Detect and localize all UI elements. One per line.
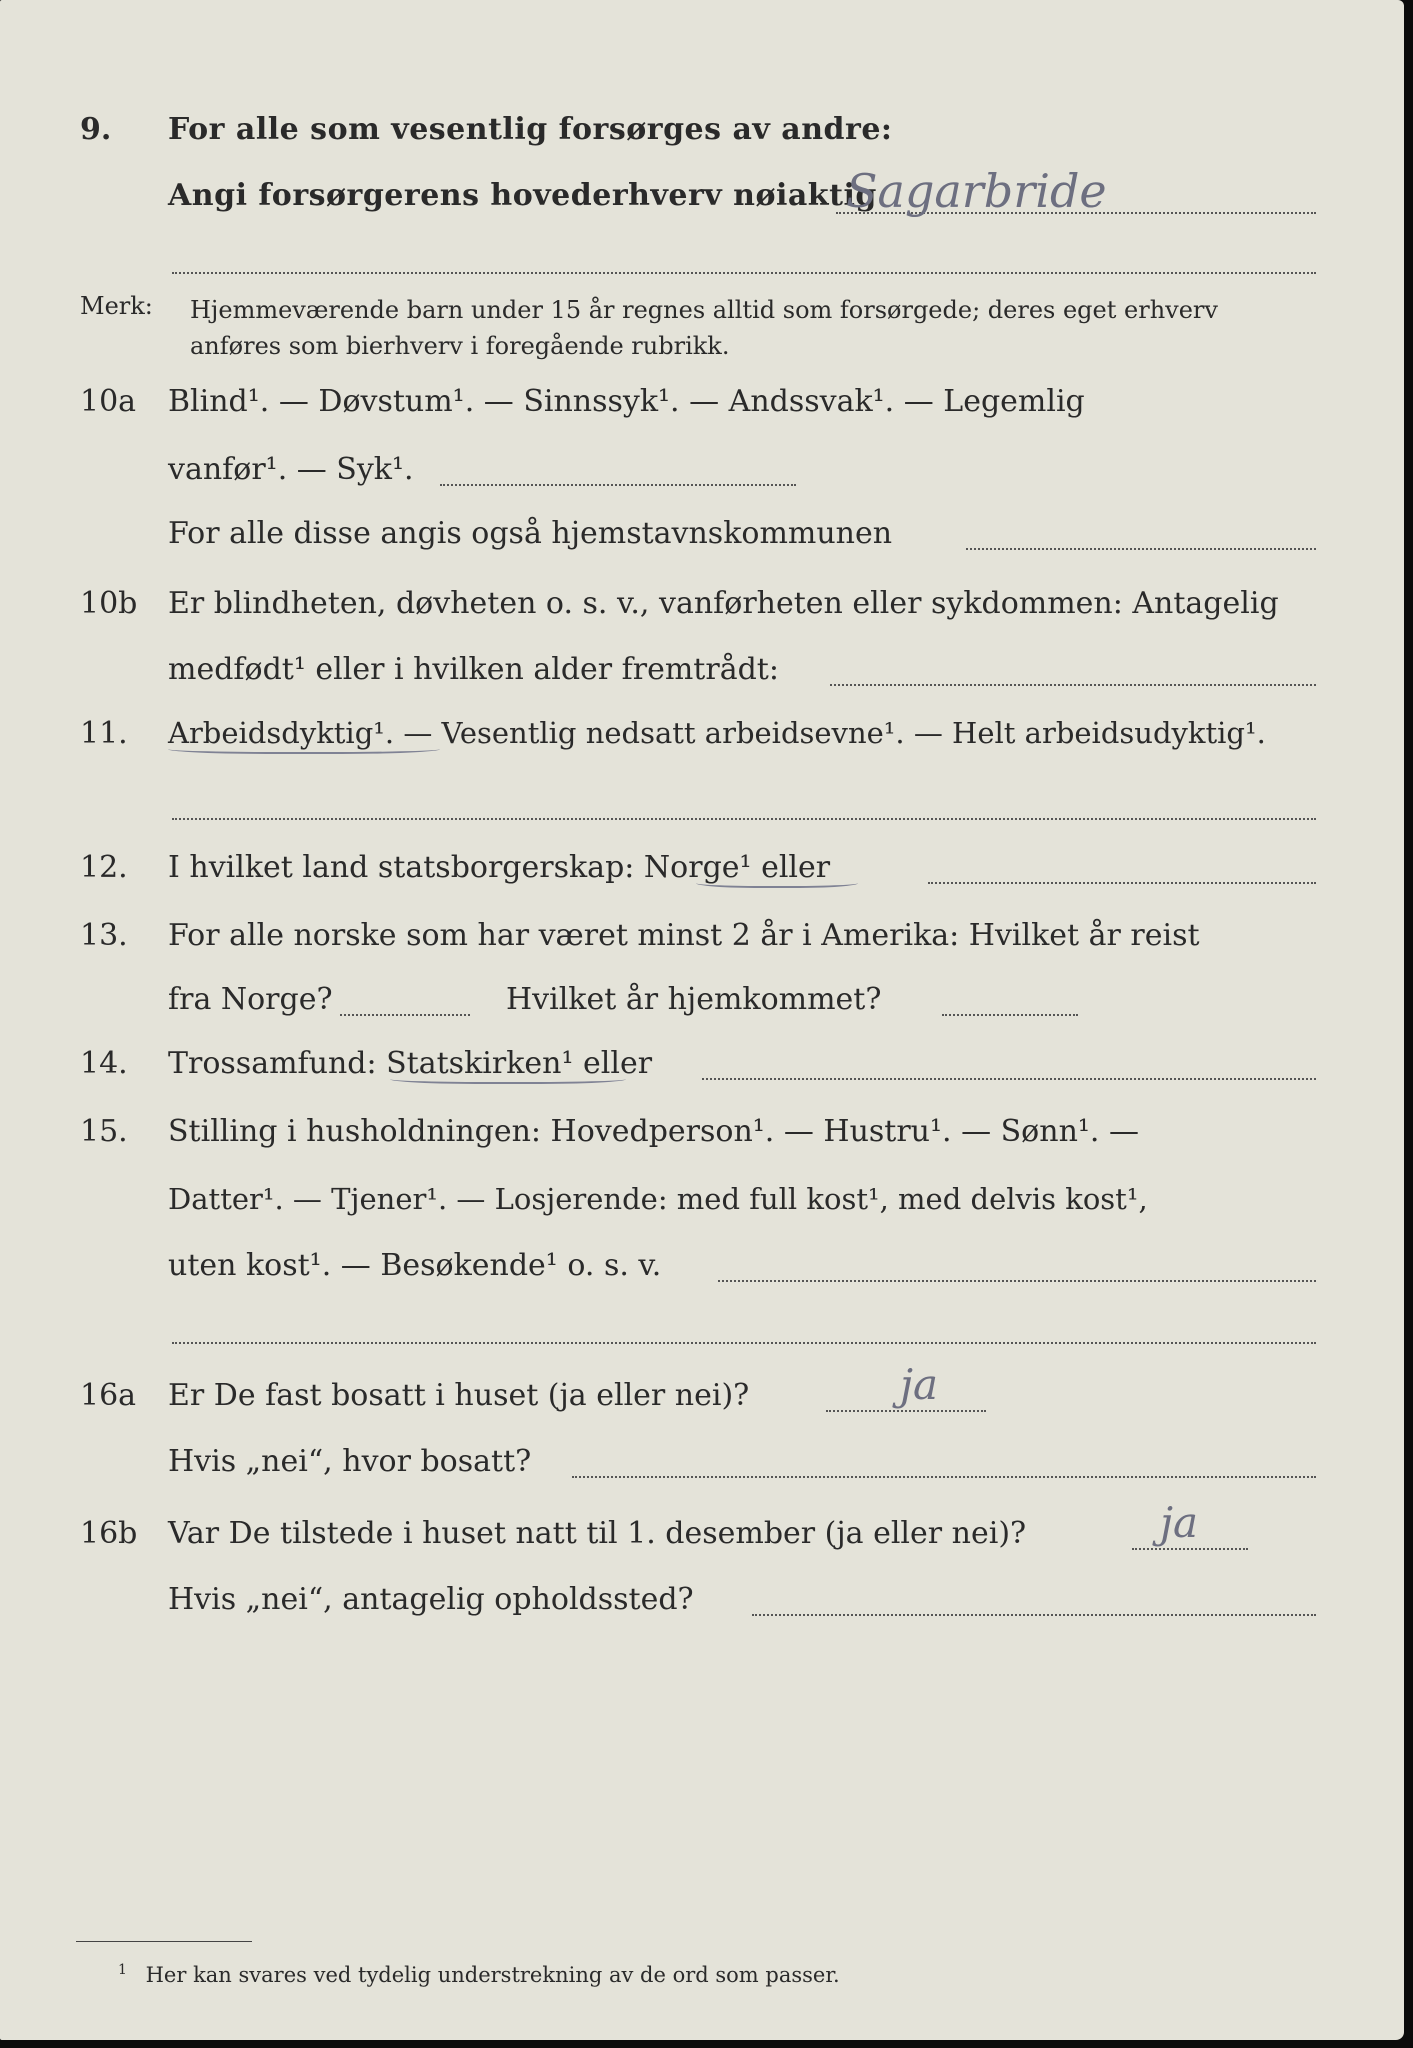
question-10a-line-3 xyxy=(0,516,1404,564)
question-text: Blind¹. — Døvstum¹. — Sinnssyk¹. — Andssvak¹. — Legemlig xyxy=(168,384,1085,419)
question-text: uten kost¹. — Besøkende¹ o. s. v. xyxy=(168,1248,662,1283)
handwritten-answer: ja xyxy=(1160,1498,1199,1547)
question-10a xyxy=(0,384,1404,432)
question-10b-line-2 xyxy=(0,652,1404,700)
question-text: Trossamfund: Statskirken¹ eller xyxy=(168,1046,653,1081)
footnote-rule xyxy=(76,1941,252,1942)
answer-line xyxy=(440,484,796,486)
question-text: Var De tilstede i huset natt til 1. desember (ja eller nei)? xyxy=(168,1516,1027,1551)
answer-line xyxy=(928,882,1316,884)
question-10b xyxy=(0,586,1404,634)
question-number: 11. xyxy=(80,716,128,751)
answer-line xyxy=(1132,1548,1248,1550)
question-text: Er De fast bosatt i huset (ja eller nei)? xyxy=(168,1378,750,1413)
handwritten-answer: Sagarbride xyxy=(846,164,1107,218)
handwritten-answer: ja xyxy=(900,1360,939,1409)
question-16a-line-2 xyxy=(0,1444,1404,1492)
question-text: Er blindheten, døvheten o. s. v., vanførheten eller sykdommen: Antagelig xyxy=(168,586,1279,621)
question-text: Angi forsørgerens hovederhverv nøiaktig xyxy=(168,178,877,213)
underline-mark xyxy=(168,742,440,754)
question-number: 10b xyxy=(80,586,138,621)
question-text: Stilling i husholdningen: Hovedperson¹. — Hustru¹. — Sønn¹. — xyxy=(168,1114,1139,1149)
answer-line xyxy=(830,684,1316,686)
question-15-line-3 xyxy=(0,1248,1404,1296)
question-text: Datter¹. — Tjener¹. — Losjerende: med full kost¹, med delvis kost¹, xyxy=(168,1182,1148,1216)
answer-line xyxy=(826,1410,986,1412)
question-11 xyxy=(0,716,1404,764)
note-text: Hjemmeværende barn under 15 år regnes alltid som forsørgede; deres eget erhverv anføres som bierhverv i foregående rubrikk. xyxy=(190,296,1218,360)
question-number: 10a xyxy=(80,384,137,419)
question-number: 12. xyxy=(80,850,128,885)
question-text: For alle disse angis også hjemstavnskommunen xyxy=(168,516,893,551)
question-16b xyxy=(0,1498,1404,1564)
question-14 xyxy=(0,1046,1404,1094)
question-text: For alle norske som har været minst 2 år i Amerika: Hvilket år reist xyxy=(168,918,1200,953)
question-text: vanfør¹. — Syk¹. xyxy=(168,452,414,487)
question-16b-line-2 xyxy=(0,1582,1404,1630)
question-text: fra Norge? xyxy=(168,982,333,1017)
answer-line xyxy=(172,1342,1316,1344)
answer-line xyxy=(702,1078,1316,1080)
question-text: Hvilket år hjemkommet? xyxy=(506,982,882,1017)
question-12 xyxy=(0,850,1404,898)
question-9-line-2 xyxy=(0,164,1404,226)
answer-line xyxy=(718,1280,1316,1282)
question-number: 16b xyxy=(80,1516,138,1551)
question-number: 14. xyxy=(80,1046,128,1081)
question-text: Hvis „nei“, hvor bosatt? xyxy=(168,1444,532,1479)
question-9 xyxy=(0,112,1404,160)
answer-line xyxy=(966,548,1316,550)
question-16a xyxy=(0,1360,1404,1426)
question-15 xyxy=(0,1114,1404,1162)
footnote-text: Her kan svares ved tydelig understrekning av de ord som passer. xyxy=(145,1963,840,1987)
question-text: Arbeidsdyktig¹. — Vesentlig nedsatt arbeidsevne¹. — Helt arbeidsudyktig¹. xyxy=(168,716,1266,750)
footnote-mark: 1 xyxy=(118,1962,127,1978)
answer-line xyxy=(572,1476,1316,1478)
answer-line xyxy=(172,818,1316,820)
question-text: medfødt¹ eller i hvilken alder fremtrådt: xyxy=(168,652,779,687)
answer-line xyxy=(942,1014,1078,1016)
question-13 xyxy=(0,918,1404,966)
question-10a-line-2 xyxy=(0,452,1404,500)
question-number: 16a xyxy=(80,1378,137,1413)
answer-line xyxy=(752,1614,1316,1616)
question-text: For alle som vesentlig forsørges av andre: xyxy=(168,112,893,147)
question-text: Hvis „nei“, antagelig opholdssted? xyxy=(168,1582,694,1617)
question-number: 15. xyxy=(80,1114,128,1149)
question-13-line-2 xyxy=(0,982,1404,1030)
question-number: 13. xyxy=(80,918,128,953)
question-15-line-2 xyxy=(0,1182,1404,1230)
answer-line xyxy=(172,272,1316,274)
footnote xyxy=(118,1962,840,1987)
question-number: 9. xyxy=(80,112,112,147)
underline-mark xyxy=(696,876,858,888)
underline-mark xyxy=(390,1072,626,1084)
note-label: Merk: xyxy=(80,292,153,320)
answer-line xyxy=(340,1014,470,1016)
question-text: I hvilket land statsborgerskap: Norge¹ eller xyxy=(168,850,831,885)
